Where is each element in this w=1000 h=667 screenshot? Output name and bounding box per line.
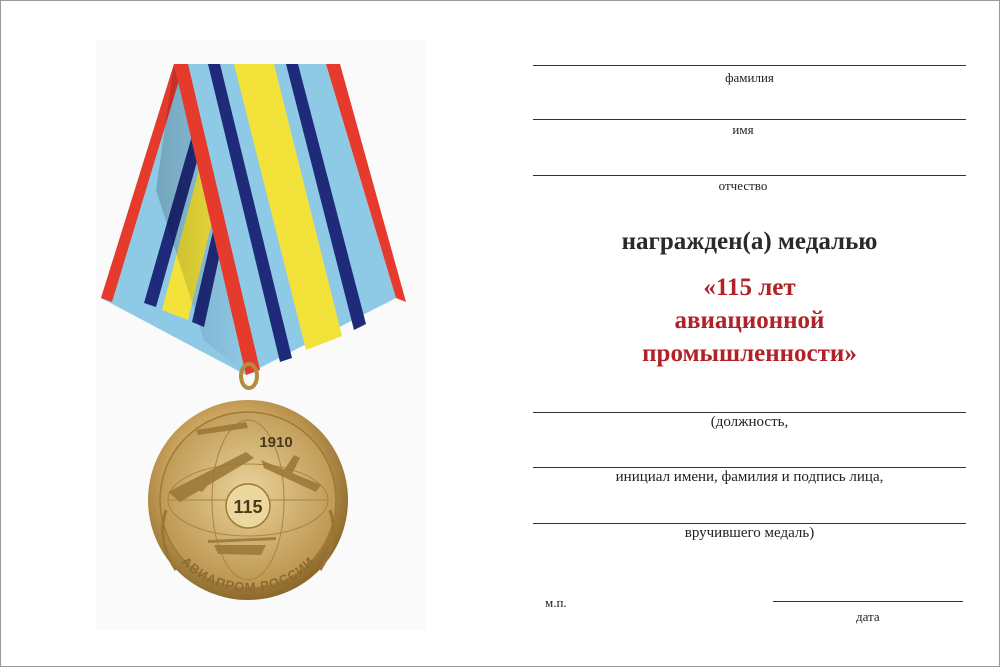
medal-name-line-3: промышленности»	[642, 340, 857, 367]
surname-line[interactable]	[533, 65, 966, 66]
name-sign-line[interactable]	[533, 467, 966, 468]
anniversary-number: 115	[233, 497, 263, 517]
date-line[interactable]	[773, 601, 963, 602]
name-line[interactable]	[533, 119, 966, 120]
presenter-label: вручившего медаль)	[684, 525, 815, 541]
name-label: имя	[732, 122, 754, 137]
surname-label: фамилия	[725, 70, 774, 85]
medal-year: 1910	[259, 434, 293, 451]
position-label: (должность,	[710, 414, 789, 430]
medal-rim-text: АВИАПРОМ РОССИИ	[178, 553, 318, 595]
stamp-label: м.п.	[545, 595, 567, 610]
patronymic-line[interactable]	[533, 175, 966, 176]
presenter-line[interactable]	[533, 523, 966, 524]
medal-name-line-1: «115 лет	[703, 274, 796, 301]
name-sign-label: инициал имени, фамилия и подпись лица,	[615, 469, 884, 485]
medal-name-line-2: авиационной	[674, 307, 825, 334]
date-label: дата	[856, 609, 880, 624]
position-line[interactable]	[533, 412, 966, 413]
patronymic-label: отчество	[718, 178, 768, 193]
awarded-heading: награжден(а) медалью	[621, 228, 878, 255]
